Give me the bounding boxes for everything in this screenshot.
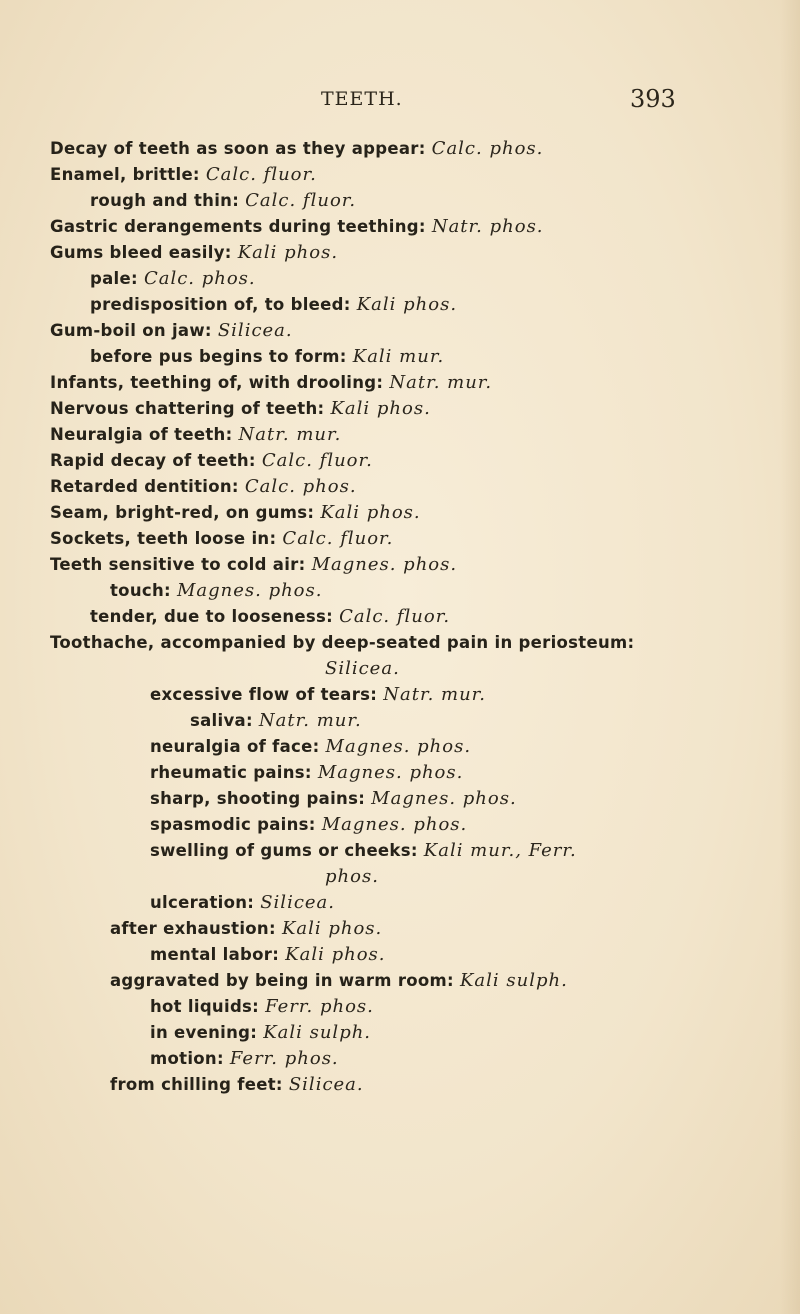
index-entry bbox=[50, 372, 492, 393]
index-entry bbox=[50, 554, 457, 575]
index-entry bbox=[150, 1048, 339, 1069]
entry-remedy: Kali phos. bbox=[285, 944, 386, 965]
index-entry bbox=[50, 450, 373, 471]
entry-term: Teeth sensitive to cold air: bbox=[50, 555, 312, 574]
index-entry bbox=[50, 320, 293, 341]
entry-term: saliva: bbox=[190, 711, 259, 730]
index-entry bbox=[50, 164, 317, 185]
index-entry bbox=[90, 606, 450, 627]
entry-term: hot liquids: bbox=[150, 997, 266, 1016]
entry-term: Nervous chattering of teeth: bbox=[50, 399, 331, 418]
entry-remedy: Silicea. bbox=[217, 320, 293, 341]
entry-remedy: Natr. mur. bbox=[389, 372, 493, 393]
entry-term: Decay of teeth as soon as they appear: bbox=[50, 139, 432, 158]
entry-remedy: Natr. mur. bbox=[238, 424, 342, 445]
entry-remedy: Ferr. phos. bbox=[265, 996, 374, 1017]
entry-term: rheumatic pains: bbox=[150, 763, 318, 782]
entry-remedy: Calc. fluor. bbox=[339, 606, 451, 627]
entry-remedy: Magnes. phos. bbox=[176, 580, 323, 601]
entry-term: Gums bleed easily: bbox=[50, 243, 238, 262]
entry-term: Gastric derangements during teething: bbox=[50, 217, 432, 236]
entry-remedy: Natr. mur. bbox=[258, 710, 362, 731]
index-entry bbox=[150, 788, 517, 809]
index-entry bbox=[50, 476, 357, 497]
entry-term: Toothache, accompanied by deep-seated pain in periosteum: bbox=[50, 633, 635, 652]
entry-remedy: Kali mur. bbox=[352, 346, 445, 367]
page-number: 393 bbox=[630, 85, 676, 113]
entry-remedy: Magnes. phos. bbox=[317, 762, 464, 783]
entry-term: before pus begins to form: bbox=[90, 347, 353, 366]
entry-remedy: Calc. fluor. bbox=[205, 164, 317, 185]
entry-remedy: Kali phos. bbox=[320, 502, 421, 523]
entry-term: pale: bbox=[90, 269, 144, 288]
entry-term: swelling of gums or cheeks: bbox=[150, 841, 424, 860]
entry-remedy: Calc. phos. bbox=[244, 476, 357, 497]
entry-remedy: Silicea. bbox=[325, 658, 400, 679]
index-entry bbox=[50, 138, 543, 159]
entry-term: from chilling feet: bbox=[110, 1075, 289, 1094]
entry-remedy: Calc. fluor. bbox=[261, 450, 373, 471]
entry-term: aggravated by being in warm room: bbox=[110, 971, 460, 990]
entry-term: Rapid decay of teeth: bbox=[50, 451, 262, 470]
entry-remedy: Calc. phos. bbox=[431, 138, 544, 159]
index-entry bbox=[150, 762, 463, 783]
running-title: TEETH. bbox=[321, 88, 403, 110]
entry-term: Seam, bright-red, on gums: bbox=[50, 503, 321, 522]
entry-remedy: Calc. fluor. bbox=[282, 528, 394, 549]
index-entry bbox=[50, 502, 421, 523]
index-entry bbox=[150, 840, 577, 861]
entry-remedy: Silicea. bbox=[260, 892, 336, 913]
entry-term: motion: bbox=[150, 1049, 230, 1068]
entry-remedy: Kali phos. bbox=[281, 918, 383, 939]
entry-term: neuralgia of face: bbox=[150, 737, 326, 756]
entry-remedy: Silicea. bbox=[288, 1074, 364, 1095]
index-entry bbox=[110, 918, 382, 939]
entry-remedy: Natr. phos. bbox=[431, 216, 544, 237]
entry-term: in evening: bbox=[150, 1023, 264, 1042]
index-entry bbox=[50, 398, 431, 419]
entry-term: after exhaustion: bbox=[110, 919, 282, 938]
entry-remedy: Calc. fluor. bbox=[245, 190, 357, 211]
entry-remedy: Kali sulph. bbox=[263, 1022, 372, 1043]
entry-term: rough and thin: bbox=[90, 191, 246, 210]
entry-remedy: Kali sulph. bbox=[459, 970, 568, 991]
entry-remedy: Ferr. phos. bbox=[229, 1048, 339, 1069]
entry-term: excessive flow of tears: bbox=[150, 685, 384, 704]
entry-term: spasmodic pains: bbox=[150, 815, 322, 834]
entry-term: Gum-boil on jaw: bbox=[50, 321, 218, 340]
entry-remedy: Kali phos. bbox=[330, 398, 431, 419]
index-entry bbox=[50, 528, 393, 549]
entry-remedy: phos. bbox=[325, 866, 379, 887]
index-entry bbox=[90, 346, 444, 367]
index-entry bbox=[110, 580, 322, 601]
index-entry bbox=[150, 736, 471, 757]
index-entry bbox=[90, 294, 457, 315]
entry-remedy: Magnes. phos. bbox=[371, 788, 517, 809]
entry-remedy: Magnes. phos. bbox=[325, 736, 472, 757]
index-entry bbox=[110, 1074, 364, 1095]
index-entry bbox=[150, 814, 467, 835]
index-entry bbox=[150, 944, 386, 965]
entry-term: predisposition of, to bleed: bbox=[90, 295, 357, 314]
index-entry bbox=[150, 684, 486, 705]
index-entry bbox=[50, 632, 634, 653]
entry-term: Sockets, teeth loose in: bbox=[50, 529, 283, 548]
entry-term: touch: bbox=[110, 581, 177, 600]
index-entry bbox=[50, 216, 544, 237]
entry-term: Retarded dentition: bbox=[50, 477, 245, 496]
index-entry bbox=[150, 996, 374, 1017]
entry-term: ulceration: bbox=[150, 893, 261, 912]
entry-remedy: Natr. mur. bbox=[383, 684, 487, 705]
entry-term: sharp, shooting pains: bbox=[150, 789, 372, 808]
index-entry bbox=[150, 1022, 371, 1043]
index-entry bbox=[90, 190, 356, 211]
index-entry bbox=[150, 710, 362, 731]
entry-remedy: Kali phos. bbox=[237, 242, 339, 263]
entry-term: Neuralgia of teeth: bbox=[50, 425, 239, 444]
entry-remedy: Magnes. phos. bbox=[321, 814, 468, 835]
entry-remedy: Kali mur., Ferr. bbox=[423, 840, 577, 861]
index-entry bbox=[150, 892, 335, 913]
entry-remedy: Calc. phos. bbox=[143, 268, 256, 289]
index-entry bbox=[50, 242, 338, 263]
index-entry-continuation bbox=[325, 866, 379, 887]
entry-term: Enamel, brittle: bbox=[50, 165, 206, 184]
entry-term: tender, due to looseness: bbox=[90, 607, 340, 626]
entry-term: mental labor: bbox=[150, 945, 286, 964]
page-edge-shadow bbox=[780, 0, 800, 1314]
entry-remedy: Kali phos. bbox=[356, 294, 458, 315]
index-entry-continuation bbox=[325, 658, 400, 679]
index-entry bbox=[90, 268, 256, 289]
entry-term: Infants, teething of, with drooling: bbox=[50, 373, 390, 392]
index-entry bbox=[50, 424, 341, 445]
page-header bbox=[0, 85, 800, 118]
entry-remedy: Magnes. phos. bbox=[311, 554, 458, 575]
index-entry bbox=[110, 970, 568, 991]
